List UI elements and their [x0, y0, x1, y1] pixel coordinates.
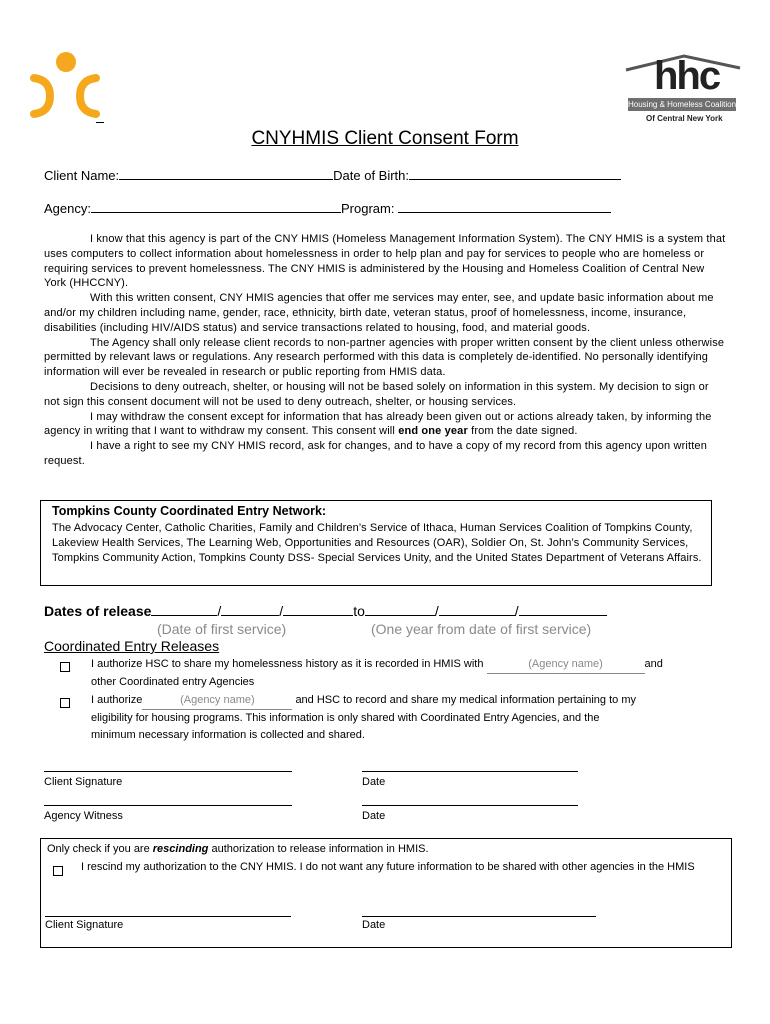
rescind-date-line[interactable] [362, 916, 596, 917]
client-name-label: Client Name: [44, 168, 120, 183]
consent-body [44, 232, 726, 469]
page-title: CNYHMIS Client Consent Form [251, 128, 519, 149]
rescind-date-label: Date [362, 919, 386, 931]
program-label: Program: [340, 201, 395, 216]
checkbox-1-box[interactable] [60, 662, 70, 672]
hhc-logo-text: hhc [654, 54, 720, 98]
slash-1: / [217, 603, 222, 619]
rescind-emphasis: rescinding [152, 843, 209, 855]
paragraph-6: I have a right to see my CNY HMIS record, ask for changes, and to have a copy of my record from this agency upon written request. [44, 440, 707, 467]
rescind-intro-a: Only check if you are [47, 843, 150, 855]
end-year-field[interactable] [519, 604, 607, 616]
ce-item-1-text: I authorize HSC to share my homelessness history as it is recorded in HMIS with [91, 658, 484, 670]
client-name-field[interactable] [119, 168, 333, 180]
start-year-field[interactable] [283, 604, 353, 616]
client-date-line[interactable] [362, 771, 578, 772]
client-signature-line[interactable] [44, 771, 292, 772]
tompkins-box [40, 500, 712, 586]
ce-item-2-cont: eligibility for housing programs. This information is only shared with Coordinated Entry Agencies, and the [91, 712, 600, 724]
agency-info-row [44, 201, 611, 216]
rescind-item: I rescind my authorization to the CNY HMIS. I do not want any future information to be shared with other agencies in the HMIS [81, 861, 695, 873]
agency-field[interactable] [91, 201, 341, 213]
rescind-signature-label: Client Signature [45, 919, 124, 931]
first-service-hint: (Date of first service) [157, 621, 287, 637]
tompkins-title: Tompkins County Coordinated Entry Network: [52, 504, 327, 518]
witness-date-label: Date [362, 810, 386, 822]
slash-2: / [279, 603, 284, 619]
ce-item-1-agency-field[interactable]: (Agency name) [487, 655, 645, 674]
to-label: to [353, 603, 365, 619]
end-day-field[interactable] [439, 604, 515, 616]
paragraph-3: The Agency shall only release client records to non-partner agencies with proper written consent by the client unless otherwise permitted by relevant laws or regulations. Any research performed with this data is completely de-identified. No personally identifying information will ever be revealed in research or public reporting from HMIS data. [44, 336, 725, 379]
checkbox-2-box[interactable] [60, 698, 70, 708]
client-info-row [44, 168, 621, 183]
ce-checkbox-1[interactable] [60, 659, 70, 677]
paragraph-1: I know that this agency is part of the CNY HMIS (Homeless Management Information System). The CNY HMIS is a system that uses computers to collect information about homelessness in order to help plan and pay for services to people who are homeless or requiring services to prevent homelessness. The CNY HMIS is administered by the Housing and Homeless Coalition of Central New York (HHCCNY). [44, 233, 726, 290]
paragraph-5-emphasis: end one year [398, 425, 468, 438]
rescind-checkbox[interactable] [53, 863, 63, 881]
paragraph-5 [44, 410, 726, 440]
start-month-field[interactable] [151, 604, 217, 616]
rescind-intro [47, 843, 429, 855]
hhc-logo-subtitle: Of Central New York [646, 114, 723, 123]
slash-3: / [434, 603, 439, 619]
dob-field[interactable] [409, 168, 621, 180]
program-field[interactable] [398, 201, 611, 213]
logo-underline [96, 122, 104, 123]
paragraph-5-text: I may withdraw the consent except for information that has already been given out or actions already taken, by informing the agency in writing that I want to withdraw my consent. This consent will [44, 410, 712, 438]
witness-signature-line[interactable] [44, 805, 292, 806]
one-year-hint: (One year from date of first service) [371, 621, 592, 637]
rescind-intro-c: authorization to release information in HMIS. [211, 843, 429, 855]
client-signature-label: Client Signature [44, 776, 123, 788]
dob-label: Date of Birth: [333, 168, 410, 183]
witness-date-line[interactable] [362, 805, 578, 806]
hhc-logo-banner: Housing & Homeless Coalition [628, 100, 736, 109]
ce-item-2-agency-field[interactable]: (Agency name) [142, 691, 292, 710]
rescind-box [40, 838, 732, 948]
paragraph-4: Decisions to deny outreach, shelter, or housing will not be based solely on information in this system. My decision to sign or not sign this consent document will not be used to deny outreach, shelter, or housing services. [44, 380, 709, 408]
slash-4: / [514, 603, 519, 619]
ce-item-2-text: I authorize [91, 694, 143, 706]
cny-hmis-logo [30, 50, 102, 126]
ce-item-1 [91, 655, 731, 674]
start-day-field[interactable] [221, 604, 279, 616]
dates-of-release-row [44, 603, 607, 619]
paragraph-5-end: from the date signed. [471, 425, 578, 438]
ce-item-1-and: and [644, 658, 663, 670]
ce-item-2 [91, 691, 731, 710]
ce-item-2-cont-2: minimum necessary information is collected and shared. [91, 729, 365, 741]
dates-label: Dates of release [44, 603, 152, 619]
client-date-label: Date [362, 776, 386, 788]
tompkins-text: The Advocacy Center, Catholic Charities, Family and Children’s Service of Ithaca, Human Services Coalition of Tompkins County, Lakeview Health Services, The Learning Web, Opportunities and Resources (OAR), Soldier On, St. John’s Community Services, Tompkins Community Action, Tompkins County DSS- Special Services Unity, and the United States Department of Veterans Affairs. [52, 522, 702, 564]
paragraph-2: With this written consent, CNY HMIS agencies that offer me services may enter, see, and update basic information about me and/or my children including name, gender, race, ethnicity, birth date, veteran status, proof of homelessness, income, insurance, disabilities (including HIV/AIDS status) and service transactions related to housing, food, and material goods. [44, 292, 714, 334]
agency-label: Agency: [44, 201, 91, 216]
person-logo-icon [30, 50, 102, 126]
ce-heading: Coordinated Entry Releases [44, 638, 220, 654]
end-month-field[interactable] [365, 604, 435, 616]
rescind-checkbox-box[interactable] [53, 866, 63, 876]
ce-item-1-cont: other Coordinated entry Agencies [91, 676, 255, 688]
rescind-signature-line[interactable] [45, 916, 291, 917]
ce-item-2-text-b: and HSC to record and share my medical information pertaining to my [295, 694, 636, 706]
hhc-logo [620, 52, 742, 130]
ce-checkbox-2[interactable] [60, 695, 70, 713]
witness-signature-label: Agency Witness [44, 810, 123, 822]
